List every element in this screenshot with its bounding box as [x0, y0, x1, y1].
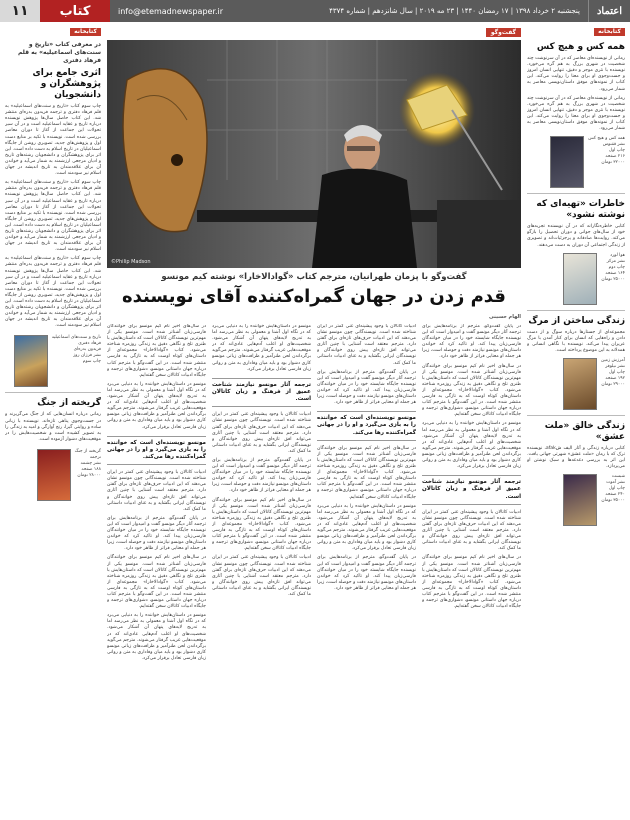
article-body: رمانی درباره انسان‌هایی که از جنگ می‌گریزند و در جست‌وجوی پناهی تازه‌اند. نویسنده با زبانی ساده و روایتی گیرا، رنج آوارگی و امید به زندگی را به تصویر کشیده است و شخصیت‌هایش را در موقعیت‌های دشوار آزموده است. [5, 412, 101, 442]
article-label: گفت‌وگو [486, 28, 521, 37]
article-body-continued: چاپ سوم کتاب «تاریخ و سنت‌های اسماعیلیه» به قلم فرهاد دفتری و ترجمه فریدون بدره‌ای منتشر شد. این کتاب حاصل سال‌ها پژوهش نویسنده درباره تاریخ و عقاید اسماعیلیه است و در آن سیر تحولات این جماعت از آغاز تا دوران معاصر بررسی شده است. نویسنده با تکیه بر منابع دست اول و پژوهش‌های جدید، تصویری روشن از جایگاه اسماعیلیان در تاریخ اسلام به دست داده است. این اثر برای پژوهشگران و دانشجویان رشته‌های تاریخ و ادیان مرجعی ارزشمند به شمار می‌آید و خواندن آن برای علاقه‌مندان به تاریخ اندیشه در جهان اسلام نیز سودمند است. [5, 256, 101, 329]
book-info [527, 136, 625, 188]
pull-quote: مونسو نویسنده‌ای است که خواننده را به بازی می‌گیرد و او را در جهانی گمراه‌کننده رها می‌کند. [317, 411, 416, 441]
book-cover [563, 253, 597, 305]
newspaper-logo: اعتماد [588, 0, 630, 22]
photo-credit: ©Philip Madson [111, 259, 151, 265]
book-specs: آمرزش زمین نشر نیلوفر چاپ اول ۱۹۲ صفحه ۲۹۰۰۰ تومان [600, 357, 625, 387]
body-column: مونسو در داستان‌هایش خواننده را به دنیایی می‌برد که در نگاه اول آشنا و معمولی به نظر می‌رسد اما به تدریج لایه‌های پنهان آن آشکار می‌شود. شخصیت‌های او اغلب آدم‌هایی عادی‌اند که در موقعیت‌هایی غریب گرفتار می‌شوند. مترجم می‌گوید برگرداندن لحن طنزآمیز و ظرافت‌های زبانی مونسو کاری دشوار بود و باید میان وفاداری به متن و روانی زبان فارسی تعادل برقرار می‌کرد. ترجمه آثار مونسو نیازمند شناخت عمیق از فرهنگ و زبان کاتالان است. ادبیات کاتالان با وجود پیشینه‌ای غنی کمتر در ایران شناخته شده است. نویسندگانی چون مونسو نشان می‌دهند که این ادبیات حرف‌های تازه‌ای برای گفتن دارد. مترجم معتقد است آشنایی با چنین آثاری می‌تواند افق تازه‌ای پیش روی خوانندگان و نویسندگان ایرانی بگشاید و به غنای ادبیات داستانی ما کمک کند. در پایان گفت‌وگو، مترجم از برنامه‌هایش برای ترجمه آثار دیگر مونسو گفت و امیدوار است که این نویسنده جایگاه شایسته خود را در میان خوانندگان فارسی‌زبان پیدا کند. او تاکید کرد که خواندن داستان‌های مونسو نیازمند دقت و حوصله است، زیرا هر جمله او معنایی فراتر از ظاهر خود دارد. در سال‌های اخیر نام کیم مونسو برای خوانندگان فارسی‌زبان آشناتر شده است. مونسو یکی از مهم‌ترین نویسندگان کاتالان است که داستان‌هایش با طنزی تلخ و نگاهی دقیق به زندگی روزمره شناخته می‌شود. کتاب «گوادالاخارا» مجموعه‌ای از داستان‌های کوتاه اوست که به تازگی به فارسی منتشر شده است. در این گفت‌وگو با مترجم کتاب درباره جهان داستانی مونسو، دشواری‌های ترجمه و جایگاه ادبیات کاتالان سخن گفته‌ایم. ادبیات کاتالان با وجود پیشینه‌ای غنی کمتر در ایران شناخته شده است. نویسندگانی چون مونسو نشان می‌دهند که این ادبیات حرف‌های تازه‌ای برای گفتن دارد. مترجم معتقد است آشنایی با چنین آثاری می‌تواند افق تازه‌ای پیش روی خوانندگان و نویسندگان ایرانی بگشاید و به غنای ادبیات داستانی ما کمک کند. [212, 324, 311, 597]
photo-illustration [107, 40, 521, 268]
book-specs: هوا لورد نشر مرکز چاپ دوم ۱۶۴ صفحه ۲۵۰۰۰ تومان [601, 252, 625, 282]
pull-quote: ترجمه آثار مونسو نیازمند شناخت عمیق از فرهنگ و زبان کاتالان است. [422, 475, 521, 505]
header-date: پنجشنبه ۲ خرداد ۱۳۹۸ | ۱۷ رمضان ۱۴۴۰ | ۲۳ مه ۲۰۱۹ | سال شانزدهم | شماره ۴۳۷۴ [329, 7, 580, 15]
article-subtitle: در معرفی کتاب «تاریخ و سنت‌های اسماعیلیه» به قلم فرهاد دفتری [17, 41, 101, 65]
article-body-continued: چاپ سوم کتاب «تاریخ و سنت‌های اسماعیلیه» به قلم فرهاد دفتری و ترجمه فریدون بدره‌ای منتشر شد. این کتاب حاصل سال‌ها پژوهش نویسنده درباره تاریخ و عقاید اسماعیلیه است و در آن سیر تحولات این جماعت از آغاز تا دوران معاصر بررسی شده است. نویسنده با تکیه بر منابع دست اول و پژوهش‌های جدید، تصویری روشن از جایگاه اسماعیلیان در تاریخ اسلام به دست داده است. این اثر برای پژوهشگران و دانشجویان رشته‌های تاریخ و ادیان مرجعی ارزشمند به شمار می‌آید و خواندن آن برای علاقه‌مندان به تاریخ اندیشه در جهان اسلام نیز سودمند است. [5, 180, 101, 253]
article-byline: الهام حسینی [488, 314, 521, 320]
article-body-continued: رمانی از نویسنده‌ای معاصر که در آن سرنوشت چند شخصیت در شهری بزرگ به هم گره می‌خورد. نویسنده با نثری موجز و دقیق، تنهایی انسان امروز و جست‌وجوی او برای معنا را روایت می‌کند. این کتاب از نمونه‌های موفق داستان‌نویسی معاصر به شمار می‌رود. [527, 95, 625, 132]
body-column: در سال‌های اخیر نام کیم مونسو برای خوانندگان فارسی‌زبان آشناتر شده است. مونسو یکی از مهم‌ترین نویسندگان کاتالان است که داستان‌هایش با طنزی تلخ و نگاهی دقیق به زندگی روزمره شناخته می‌شود. کتاب «گوادالاخارا» مجموعه‌ای از داستان‌های کوتاه اوست که به تازگی به فارسی منتشر شده است. در این گفت‌وگو با مترجم کتاب درباره جهان داستانی مونسو، دشواری‌های ترجمه و جایگاه ادبیات کاتالان سخن گفته‌ایم. مونسو در داستان‌هایش خواننده را به دنیایی می‌برد که در نگاه اول آشنا و معمولی به نظر می‌رسد اما به تدریج لایه‌های پنهان آن آشکار می‌شود. شخصیت‌های او اغلب آدم‌هایی عادی‌اند که در موقعیت‌هایی غریب گرفتار می‌شوند. مترجم می‌گوید برگرداندن لحن طنزآمیز و ظرافت‌های زبانی مونسو کاری دشوار بود و باید میان وفاداری به متن و روانی زبان فارسی تعادل برقرار می‌کرد. مونسو نویسنده‌ای است که خواننده را به بازی می‌گیرد و او را در جهانی گمراه‌کننده رها می‌کند. ادبیات کاتالان با وجود پیشینه‌ای غنی کمتر در ایران شناخته شده است. نویسندگانی چون مونسو نشان می‌دهند که این ادبیات حرف‌های تازه‌ای برای گفتن دارد. مترجم معتقد است آشنایی با چنین آثاری می‌تواند افق تازه‌ای پیش روی خوانندگان و نویسندگان ایرانی بگشاید و به غنای ادبیات داستانی ما کمک کند. در پایان گفت‌وگو، مترجم از برنامه‌هایش برای ترجمه آثار دیگر مونسو گفت و امیدوار است که این نویسنده جایگاه شایسته خود را در میان خوانندگان فارسی‌زبان پیدا کند. او تاکید کرد که خواندن داستان‌های مونسو نیازمند دقت و حوصله است، زیرا هر جمله او معنایی فراتر از ظاهر خود دارد. در سال‌های اخیر نام کیم مونسو برای خوانندگان فارسی‌زبان آشناتر شده است. مونسو یکی از مهم‌ترین نویسندگان کاتالان است که داستان‌هایش با طنزی تلخ و نگاهی دقیق به زندگی روزمره شناخته می‌شود. کتاب «گوادالاخارا» مجموعه‌ای از داستان‌های کوتاه اوست که به تازگی به فارسی منتشر شده است. در این گفت‌وگو با مترجم کتاب درباره جهان داستانی مونسو، دشواری‌های ترجمه و جایگاه ادبیات کاتالان سخن گفته‌ایم. مونسو در داستان‌هایش خواننده را به دنیایی می‌برد که در نگاه اول آشنا و معمولی به نظر می‌رسد اما به تدریج لایه‌های پنهان آن آشکار می‌شود. شخصیت‌های او اغلب آدم‌هایی عادی‌اند که در موقعیت‌هایی غریب گرفتار می‌شوند. مترجم می‌گوید برگرداندن لحن طنزآمیز و ظرافت‌های زبانی مونسو کاری دشوار بود و باید میان وفاداری به متن و روانی زبان فارسی تعادل برقرار می‌کرد. [107, 324, 206, 661]
article-body: چاپ سوم کتاب «تاریخ و سنت‌های اسماعیلیه» به قلم فرهاد دفتری و ترجمه فریدون بدره‌ای منتشر شد. این کتاب حاصل سال‌ها پژوهش نویسنده درباره تاریخ و عقاید اسماعیلیه است و در آن سیر تحولات این جماعت از آغاز تا دوران معاصر بررسی شده است. نویسنده با تکیه بر منابع دست اول و پژوهش‌های جدید، تصویری روشن از جایگاه اسماعیلیان در تاریخ اسلام به دست داده است. این اثر برای پژوهشگران و دانشجویان رشته‌های تاریخ و ادیان مرجعی ارزشمند به شمار می‌آید و خواندن آن برای علاقه‌مندان به تاریخ اندیشه در جهان اسلام نیز سودمند است. [5, 104, 101, 177]
header-email[interactable]: info@etemadnewspaper.ir [118, 6, 224, 16]
book-info [527, 358, 625, 410]
book-cover [550, 136, 584, 188]
body-column: در پایان گفت‌وگو، مترجم از برنامه‌هایش برای ترجمه آثار دیگر مونسو گفت و امیدوار است که این نویسنده جایگاه شایسته خود را در میان خوانندگان فارسی‌زبان پیدا کند. او تاکید کرد که خواندن داستان‌های مونسو نیازمند دقت و حوصله است، زیرا هر جمله او معنایی فراتر از ظاهر خود دارد. در سال‌های اخیر نام کیم مونسو برای خوانندگان فارسی‌زبان آشناتر شده است. مونسو یکی از مهم‌ترین نویسندگان کاتالان است که داستان‌هایش با طنزی تلخ و نگاهی دقیق به زندگی روزمره شناخته می‌شود. کتاب «گوادالاخارا» مجموعه‌ای از داستان‌های کوتاه اوست که به تازگی به فارسی منتشر شده است. در این گفت‌وگو با مترجم کتاب درباره جهان داستانی مونسو، دشواری‌های ترجمه و جایگاه ادبیات کاتالان سخن گفته‌ایم. مونسو در داستان‌هایش خواننده را به دنیایی می‌برد که در نگاه اول آشنا و معمولی به نظر می‌رسد اما به تدریج لایه‌های پنهان آن آشکار می‌شود. شخصیت‌های او اغلب آدم‌هایی عادی‌اند که در موقعیت‌هایی غریب گرفتار می‌شوند. مترجم می‌گوید برگرداندن لحن طنزآمیز و ظرافت‌های زبانی مونسو کاری دشوار بود و باید میان وفاداری به متن و روانی زبان فارسی تعادل برقرار می‌کرد. ترجمه آثار مونسو نیازمند شناخت عمیق از فرهنگ و زبان کاتالان است. ادبیات کاتالان با وجود پیشینه‌ای غنی کمتر در ایران شناخته شده است. نویسندگانی چون مونسو نشان می‌دهند که این ادبیات حرف‌های تازه‌ای برای گفتن دارد. مترجم معتقد است آشنایی با چنین آثاری می‌تواند افق تازه‌ای پیش روی خوانندگان و نویسندگان ایرانی بگشاید و به غنای ادبیات داستانی ما کمک کند. در سال‌های اخیر نام کیم مونسو برای خوانندگان فارسی‌زبان آشناتر شده است. مونسو یکی از مهم‌ترین نویسندگان کاتالان است که داستان‌هایش با طنزی تلخ و نگاهی دقیق به زندگی روزمره شناخته می‌شود. کتاب «گوادالاخارا» مجموعه‌ای از داستان‌های کوتاه اوست که به تازگی به فارسی منتشر شده است. در این گفت‌وگو با مترجم کتاب درباره جهان داستانی مونسو، دشواری‌های ترجمه و جایگاه ادبیات کاتالان سخن گفته‌ایم. [422, 324, 521, 610]
main-article [107, 28, 521, 816]
book-specs: تاریخ و سنت‌های اسماعیلیه فرهاد دفتری فریدون بدره‌ای نشر فرزان روز چاپ سوم [51, 335, 101, 365]
article-body: کتابی خاطره‌نگارانه که در آن نویسنده تجربه‌های خود از سال‌های جوانی و دوران تحصیل را بازگو می‌کند. روایت‌ها صادقانه و پرجزئیات‌اند و تصویری از زندگی اجتماعی آن دوران به دست می‌دهند. [527, 224, 625, 248]
article-title: اثری جامع برای پژوهشگران و دانشجویان [32, 68, 101, 101]
left-kicker: کتابخانه [70, 28, 101, 36]
article-body: کتابی درباره زندگی و آثار الیف شafak، نویسنده ترک که با رمان «ملت عشق» شهرتی جهانی یافت. این اثر به بررسی دغدغه‌ها و سبک نوشتن او می‌پردازد. [527, 445, 625, 470]
article-title: گریخته از جنگ [37, 398, 101, 409]
book-cover [14, 335, 48, 387]
book-specs: گریخته از جنگ ترجمه نشر چشمه ۱۸۸ صفحه ۲۸۰۰۰ تومان [74, 448, 101, 478]
section-title: کتاب [40, 0, 110, 22]
book-info [527, 474, 625, 526]
right-column [527, 28, 625, 816]
body-column: ادبیات کاتالان با وجود پیشینه‌ای غنی کمتر در ایران شناخته شده است. نویسندگانی چون مونسو نشان می‌دهند که این ادبیات حرف‌های تازه‌ای برای گفتن دارد. مترجم معتقد است آشنایی با چنین آثاری می‌تواند افق تازه‌ای پیش روی خوانندگان و نویسندگان ایرانی بگشاید و به غنای ادبیات داستانی ما کمک کند. در پایان گفت‌وگو، مترجم از برنامه‌هایش برای ترجمه آثار دیگر مونسو گفت و امیدوار است که این نویسنده جایگاه شایسته خود را در میان خوانندگان فارسی‌زبان پیدا کند. او تاکید کرد که خواندن داستان‌های مونسو نیازمند دقت و حوصله است، زیرا هر جمله او معنایی فراتر از ظاهر خود دارد. مونسو نویسنده‌ای است که خواننده را به بازی می‌گیرد و او را در جهانی گمراه‌کننده رها می‌کند. در سال‌های اخیر نام کیم مونسو برای خوانندگان فارسی‌زبان آشناتر شده است. مونسو یکی از مهم‌ترین نویسندگان کاتالان است که داستان‌هایش با طنزی تلخ و نگاهی دقیق به زندگی روزمره شناخته می‌شود. کتاب «گوادالاخارا» مجموعه‌ای از داستان‌های کوتاه اوست که به تازگی به فارسی منتشر شده است. در این گفت‌وگو با مترجم کتاب درباره جهان داستانی مونسو، دشواری‌های ترجمه و جایگاه ادبیات کاتالان سخن گفته‌ایم. مونسو در داستان‌هایش خواننده را به دنیایی می‌برد که در نگاه اول آشنا و معمولی به نظر می‌رسد اما به تدریج لایه‌های پنهان آن آشکار می‌شود. شخصیت‌های او اغلب آدم‌هایی عادی‌اند که در موقعیت‌هایی غریب گرفتار می‌شوند. مترجم می‌گوید برگرداندن لحن طنزآمیز و ظرافت‌های زبانی مونسو کاری دشوار بود و باید میان وفاداری به متن و روانی زبان فارسی تعادل برقرار می‌کرد. در پایان گفت‌وگو، مترجم از برنامه‌هایش برای ترجمه آثار دیگر مونسو گفت و امیدوار است که این نویسنده جایگاه شایسته خود را در میان خوانندگان فارسی‌زبان پیدا کند. او تاکید کرد که خواندن داستان‌های مونسو نیازمند دقت و حوصله است، زیرا هر جمله او معنایی فراتر از ظاهر خود دارد. [317, 324, 416, 591]
page-header [0, 0, 630, 22]
article-headline: قدم زدن در جهان گمراه‌کننده آقای نویسنده [122, 286, 506, 307]
author-photo [107, 40, 521, 268]
right-kicker: کتابخانه [594, 28, 625, 36]
book-cover [563, 474, 597, 526]
article-body-columns [107, 324, 521, 816]
article-title: زندگی ساختن از مرگ [528, 315, 625, 326]
article-lede: گفت‌وگو با پزمان طهرانیان، مترجم کتاب «گوادالاخارا» نوشته کیم مونسو [161, 272, 467, 282]
book-cover [37, 449, 71, 501]
pull-quote: مونسو نویسنده‌ای است که خواننده را به بازی می‌گیرد و او را در جهانی گمراه‌کننده رها می‌کند. [107, 436, 206, 466]
article-body: رمانی از نویسنده‌ای معاصر که در آن سرنوشت چند شخصیت در شهری بزرگ به هم گره می‌خورد. نویسنده با نثری موجز و دقیق، تنهایی انسان امروز و جست‌وجوی او برای معنا را روایت می‌کند. این کتاب از نمونه‌های موفق داستان‌نویسی معاصر به شمار می‌رود. [527, 56, 625, 92]
book-info [527, 253, 625, 305]
book-specs: شبست نشر آموت چاپ اول ۲۴۰ صفحه ۳۵۰۰۰ تومان [601, 474, 625, 504]
article-title: زندگی خالق «ملت عشق» [544, 420, 625, 442]
article-title: همه کس و هیچ کس [536, 42, 625, 53]
book-info [5, 335, 101, 387]
article-title: خاطرات «تهیه‌ای که نوشته نشود» [536, 199, 625, 221]
article-body: مجموعه‌ای از جستارها درباره سوگ و از دست دادن و راه‌هایی که انسان برای کنار آمدن با مرگ عزیزان پیدا می‌کند. نویسنده با نگاهی انسانی و همدلانه به این موضوع پرداخته است. [527, 329, 625, 353]
book-cover [563, 358, 597, 410]
header-info [110, 0, 588, 22]
pull-quote: ترجمه آثار مونسو نیازمند شناخت عمیق از فرهنگ و زبان کاتالان است. [212, 378, 311, 408]
book-specs: همه کس و هیچ کس نشر ققنوس چاپ اول ۲۱۶ صفحه ۳۲۰۰۰ تومان [588, 136, 625, 166]
left-column [5, 28, 101, 816]
book-info [5, 449, 101, 501]
page-number: ۱۱ [0, 0, 40, 22]
